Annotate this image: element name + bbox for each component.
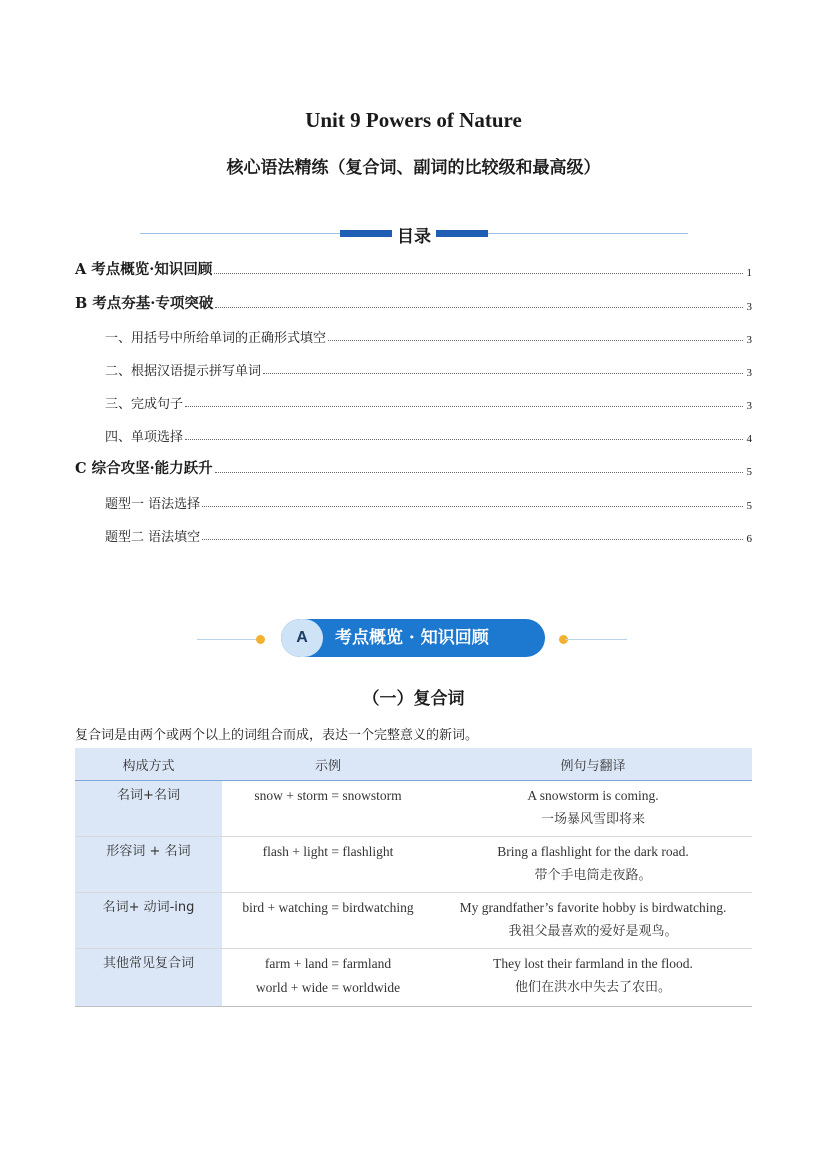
example-sentence: Bring a flashlight for the dark road.	[497, 844, 689, 859]
formation-type: 名词+ 动词-ing	[75, 893, 222, 949]
banner-line-right	[565, 639, 627, 640]
table-row	[75, 781, 752, 837]
toc-label: 目录	[397, 227, 431, 247]
sentence-cell	[434, 949, 752, 1007]
toc-page-number: 3	[746, 400, 752, 412]
toc-entry-text: A 考点概览·知识回顾	[75, 261, 213, 278]
toc-header	[140, 222, 688, 246]
formation-type: 形容词 + 名词	[75, 837, 222, 893]
toc-entry-text: 四、单项选择	[105, 430, 184, 445]
example-text: bird + watching = birdwatching	[242, 900, 414, 915]
column-header: 构成方式	[75, 748, 222, 781]
document-subtitle: 核心语法精练（复合词、副词的比较级和最高级）	[226, 158, 601, 178]
toc-leader	[214, 272, 743, 274]
toc-leader	[185, 438, 743, 440]
toc-entry[interactable]	[75, 259, 752, 279]
document-title: Unit 9 Powers of Nature	[305, 108, 522, 132]
toc-entry[interactable]	[75, 458, 752, 478]
example-text: flash + light = flashlight	[262, 844, 394, 859]
section-banner	[197, 619, 627, 659]
toc-entry[interactable]	[105, 492, 752, 512]
toc-entry[interactable]	[105, 525, 752, 545]
toc-leader	[185, 405, 743, 407]
toc-entry[interactable]	[105, 425, 752, 445]
sentence-translation: 我祖父最喜欢的爱好是观鸟。	[508, 924, 678, 939]
toc-divider-right	[488, 233, 688, 234]
toc-entry-text: 一、用括号中所给单词的正确形式填空	[105, 331, 327, 346]
column-header: 示例	[222, 748, 434, 781]
table-header-row	[75, 748, 752, 781]
banner-pill	[281, 619, 545, 657]
toc-bar-right	[436, 230, 488, 237]
toc-leader	[328, 339, 743, 341]
example-cell	[222, 893, 434, 949]
toc-leader	[215, 471, 743, 473]
example-cell	[222, 837, 434, 893]
example-sentence: A snowstorm is coming.	[527, 788, 659, 803]
toc-entry-text: 题型二 语法填空	[105, 530, 201, 545]
toc-entry[interactable]	[105, 359, 752, 379]
example-text: farm + land = farmland	[264, 956, 392, 971]
section-intro: 复合词是由两个或两个以上的词组合而成，表达一个完整意义的新词。	[75, 728, 479, 743]
toc-page-number: 1	[746, 267, 752, 279]
example-text: snow + storm = snowstorm	[254, 788, 402, 803]
banner-text: 考点概览 · 知识回顾	[335, 628, 489, 648]
toc-page-number: 5	[746, 466, 752, 478]
compound-word-table	[75, 748, 752, 1007]
banner-line-left	[197, 639, 259, 640]
formation-type: 其他常见复合词	[75, 949, 222, 1007]
sentence-cell	[434, 837, 752, 893]
toc-page-number: 5	[746, 500, 752, 512]
toc-leader	[215, 306, 743, 308]
column-header: 例句与翻译	[434, 748, 752, 781]
example-cell	[222, 949, 434, 1007]
example-sentence: They lost their farmland in the flood.	[493, 956, 693, 971]
sentence-translation: 带个手电筒走夜路。	[534, 868, 652, 883]
toc-page-number: 3	[746, 301, 752, 313]
banner-letter-badge: A	[281, 619, 323, 657]
toc-page-number: 3	[746, 367, 752, 379]
table-row	[75, 949, 752, 1007]
example-cell	[222, 781, 434, 837]
table-row	[75, 893, 752, 949]
toc-page-number: 6	[746, 533, 752, 545]
toc-entry[interactable]	[105, 392, 752, 412]
toc-divider-left	[140, 233, 340, 234]
toc-page-number: 4	[746, 433, 752, 445]
toc-leader	[263, 372, 743, 374]
banner-dot-left	[256, 635, 265, 644]
toc-entry[interactable]	[105, 326, 752, 346]
toc-entry-text: C 综合攻坚·能力跃升	[75, 460, 213, 477]
sentence-cell	[434, 893, 752, 949]
toc-leader	[202, 538, 743, 540]
toc-page-number: 3	[746, 334, 752, 346]
example-sentence: My grandfather’s favorite hobby is birdwatching.	[459, 900, 727, 915]
formation-type: 名词+名词	[75, 781, 222, 837]
section-heading: （一）复合词	[362, 689, 465, 709]
toc-bar-left	[340, 230, 392, 237]
sentence-translation: 一场暴风雪即将来	[540, 812, 645, 827]
toc-entry-text: B 考点夯基·专项突破	[75, 295, 214, 312]
sentence-translation: 他们在洪水中失去了农田。	[514, 980, 671, 995]
example-text: world + wide = worldwide	[255, 980, 401, 995]
toc-entry-text: 二、根据汉语提示拼写单词	[105, 364, 262, 379]
toc-leader	[202, 505, 743, 507]
sentence-cell	[434, 781, 752, 837]
table-row	[75, 837, 752, 893]
toc-entry-text: 题型一 语法选择	[105, 497, 201, 512]
toc-entry[interactable]	[75, 293, 752, 313]
toc-entry-text: 三、完成句子	[105, 397, 184, 412]
